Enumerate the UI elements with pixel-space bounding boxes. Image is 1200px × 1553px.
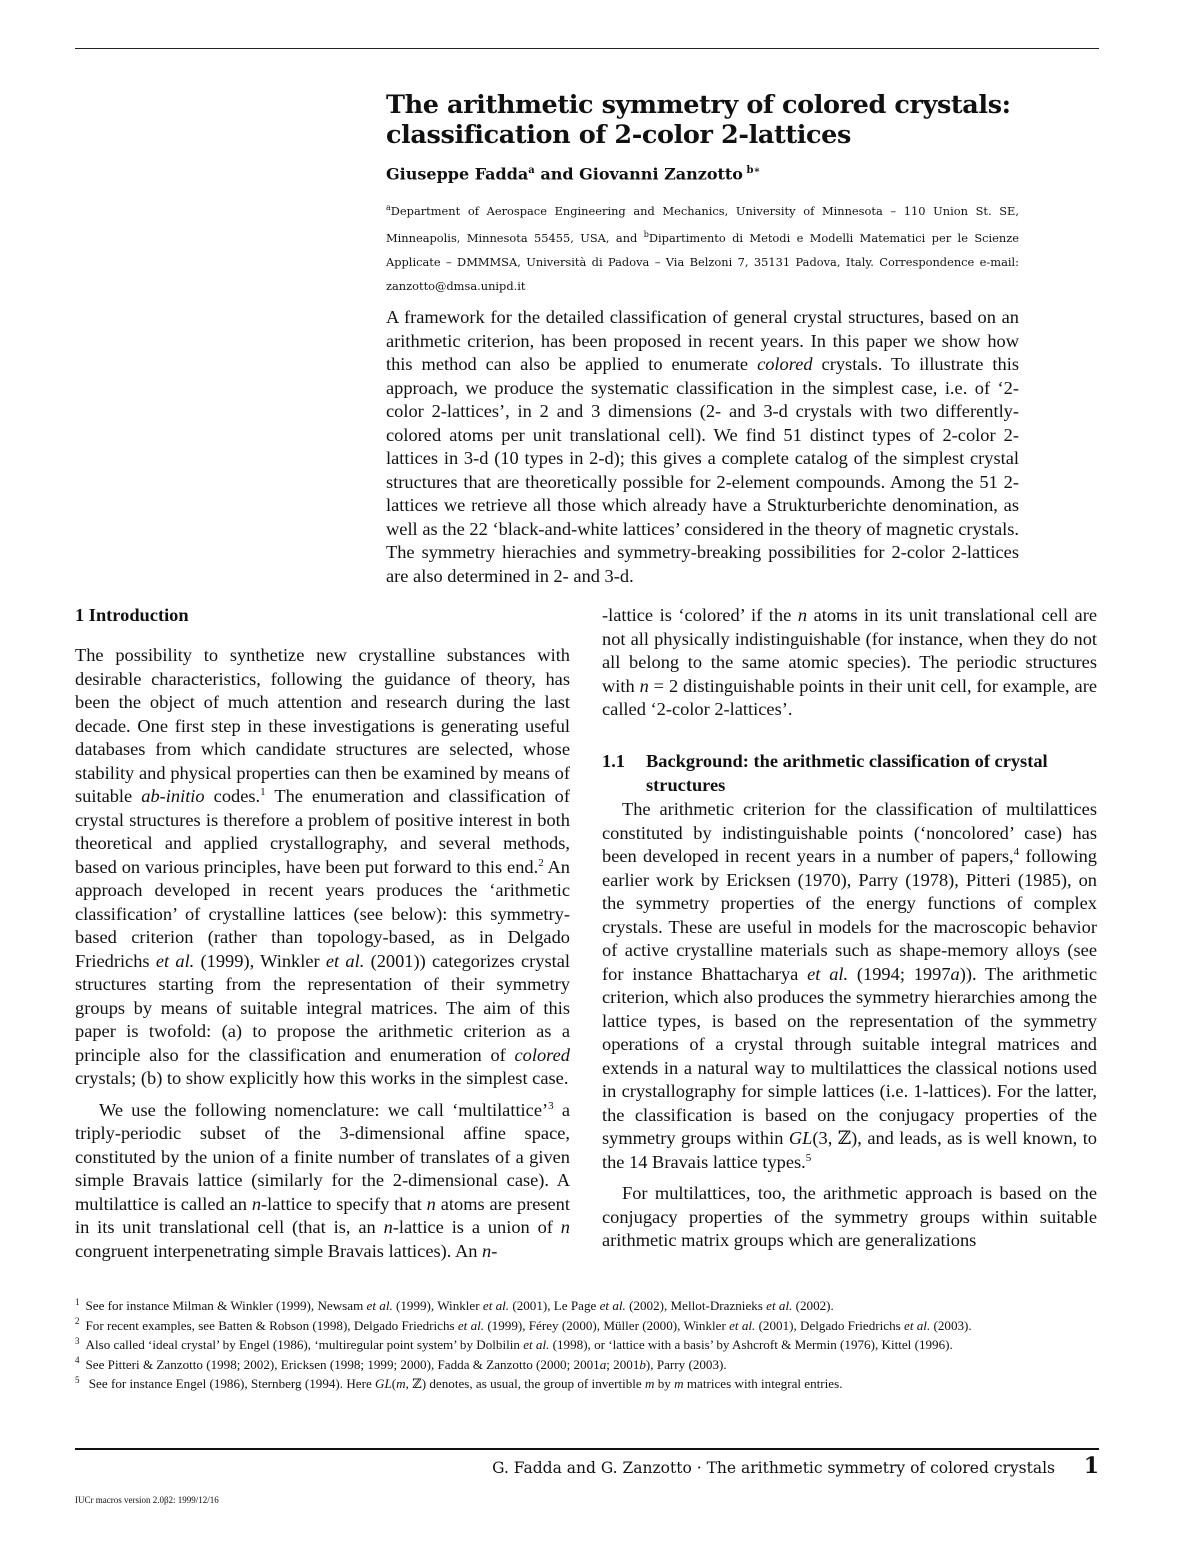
footnote-ref-5[interactable]: 5 bbox=[805, 1151, 812, 1164]
footnotes bbox=[75, 1296, 1099, 1394]
footnote-3: $^3$ Also called ‘ideal crystal’ by Engel (1986), ‘multiregular point system’ by Dolbilin et al. (1998), or ‘lattice with a basis’ by Ashcroft & Mermin (1976), Kittel (1996). bbox=[75, 1335, 953, 1352]
footnote-ref-4[interactable]: 4 bbox=[1013, 845, 1020, 858]
affil-b: Dipartimento di Metodi e Modelli Matematici per le Scienze Applicate – DMMMSA, Università di Padova – Via Belzoni 7, 35131 Padova, Italy. Correspondence e-mail: zanzotto@dmsa.unipd.it bbox=[386, 230, 1019, 293]
intro-paragraph-1: The possibility to synthetize new crystalline substances with desirable characteristics, following the guidance of theory, has been the object of much attention and research during the last decade. One first step in these investigations is generating useful databases from which candidate structures are selected, whose stability and physical properties can then be examined by means of suitable ab-initio codes.$^1$ The enumeration and classification of crystal structures is therefore a problem of positive interest in both theoretical and applied crystallography, and several methods, based on various principles, have been put forward to this end.$^2$ An approach developed in recent years produces the ‘arithmetic classification’ of crystalline lattices (see below): this symmetry-based criterion (rather than topology-based, as in Delgado Friedrichs et al. (1999), Winkler et al. (2001)) categorizes crystal structures starting from the representation of their symmetry groups by means of suitable integral matrices. The aim of this paper is twofold: (a) to propose the arithmetic criterion as a principle also for the classification and enumeration of colored crystals; (b) to show explicitly how this works in the simplest case. bbox=[75, 645, 570, 1088]
subsection-title-line-1: Background: the arithmetic classification of crystal bbox=[646, 751, 1048, 771]
author-1-mark: a bbox=[528, 165, 535, 176]
abstract-italic: colored bbox=[757, 354, 813, 374]
author-conjunction: and bbox=[534, 164, 580, 184]
affil-a: Department of Aerospace Engineering and Mechanics, University of Minnesota – 110 Union St. SE, Minneapolis, Minnesota 55455, USA, and bbox=[386, 203, 1019, 245]
footnote-ref-1[interactable]: 1 bbox=[260, 785, 266, 798]
running-head: G. Fadda and G. Zanzotto · The arithmetic symmetry of colored crystals bbox=[492, 1459, 1055, 1477]
footnote-5: $^5$ See for instance Engel (1986), Sternberg (1994). Here GL(m, ℤ) denotes, as usual, the group of invertible m by m matrices with integral entries. bbox=[75, 1374, 843, 1391]
right-column bbox=[602, 604, 1097, 722]
abstract bbox=[386, 306, 1019, 588]
footnote-1: $^1$ See for instance Milman & Winkler (1999), Newsam et al. (1999), Winkler et al. (2001), Le Page et al. (2002), Mellot-Draznieks et al. (2002). bbox=[75, 1296, 834, 1313]
background-paragraph-2: For multilattices, too, the arithmetic approach is based on the conjugacy properties of the symmetry groups within suitable arithmetic matrix groups which are generalizations bbox=[602, 1183, 1097, 1250]
author-2: Giovanni Zanzotto bbox=[579, 164, 743, 184]
affiliations bbox=[386, 196, 1019, 298]
footnote-2: $^2$ For recent examples, see Batten & Robson (1998), Delgado Friedrichs et al. (1999), Férey (2000), Müller (2000), Winkler et al. (2001), Delgado Friedrichs et al. (2003). bbox=[75, 1316, 972, 1333]
paper-title bbox=[386, 90, 1106, 150]
macros-version: IUCr macros version 2.0β2: 1999/12/16 bbox=[75, 1495, 219, 1505]
subsection-title-line-2: structures bbox=[646, 774, 726, 795]
background-paragraph-1: The arithmetic criterion for the classification of multilattices constituted by indistinguishable points (‘noncolored’ case) has been developed in recent years in a number of papers,$^4$ following earlier work by Ericksen (1970), Parry (1978), Pitteri (1985), on the symmetry properties of the energy functions of complex crystals. These are useful in models for the macroscopic behavior of active crystalline materials such as shape-memory alloys (see for instance Bhattacharya et al. (1994; 1997a)). The arithmetic criterion, which also produces the symmetry hierarchies among the lattice types, is based on the representation of the symmetry operations of a crystal through suitable integral matrices and extends in a natural way to multilattices the classical notions used in crystallography for simple lattices (i.e. 1-lattices). For the latter, the classification is based on the conjugacy properties of the symmetry groups within GL(3, ℤ), and leads, as is well known, to the 14 Bravais lattice types.$^5$ bbox=[602, 799, 1097, 1172]
abstract-text-2: crystals. To illustrate this approach, we produce the systematic classification in the simplest case, i.e. of ‘2-color 2-lattices’, in 2 and 3 dimensions (2- and 3-d crystals with two differently-colored atoms per unit translational cell). We find 51 distinct types of 2-color 2-lattices in 3-d (10 types in 2-d); this gives a complete catalog of the simplest crystal structures that are theoretically possible for 2-element compounds. Among the 51 2-lattices we retrieve all those which already have a Strukturberichte denomination, as well as the 22 ‘black-and-white lattices’ considered in the theory of magnetic crystals. The symmetry hierachies and symmetry-breaking possibilities for 2-color 2-lattices are also determined in 2- and 3-d. bbox=[386, 354, 1019, 586]
background-column bbox=[602, 798, 1097, 1253]
affil-mark-b: b bbox=[643, 229, 649, 239]
footnote-ref-2[interactable]: 2 bbox=[538, 856, 544, 869]
author-line bbox=[386, 160, 1086, 185]
top-rule bbox=[75, 48, 1099, 49]
affil-mark-a: a bbox=[386, 203, 391, 212]
author-2-mark: b bbox=[742, 165, 754, 176]
corresponding-star: ∗ bbox=[753, 165, 761, 176]
intro-paragraph-2: We use the following nomenclature: we call ‘multilattice’$^3$ a triply-periodic subset of the 3-dimensional affine space, constituted by the union of a finite number of translates of a given simple Bravais lattice (similarly for the 2-dimensional case). A multilattice is called an n-lattice to specify that n atoms are present in its unit translational cell (that is, an n-lattice is a union of n congruent interpenetrating simple Bravais lattices). An n- bbox=[75, 1099, 570, 1261]
title-line-1: The arithmetic symmetry of colored crystals: bbox=[386, 90, 1011, 120]
subsection-heading-background bbox=[602, 750, 1097, 797]
left-column bbox=[75, 644, 570, 1263]
footnote-ref-3[interactable]: 3 bbox=[548, 1099, 554, 1112]
page-number: 1 bbox=[1083, 1453, 1099, 1479]
author-1: Giuseppe Fadda bbox=[386, 164, 529, 184]
title-line-2: classification of 2-color 2-lattices bbox=[386, 120, 851, 150]
footnote-4: $^4$ See Pitteri & Zanzotto (1998; 2002), Ericksen (1998; 1999; 2000), Fadda & Zanzotto (2000; 2001a; 2001b), Parry (2003). bbox=[75, 1355, 727, 1372]
section-heading-introduction: 1 Introduction bbox=[75, 605, 189, 625]
intro-paragraph-2-continued: -lattice is ‘colored’ if the n atoms in its unit translational cell are not all physically indistinguishable (for instance, when they do not all belong to the same atomic species). The periodic structures with n = 2 distinguishable points in their unit cell, for example, are called ‘2-color 2-lattices’. bbox=[602, 605, 1097, 719]
subsection-number: 1.1 bbox=[602, 751, 625, 771]
abstract-text: A framework for the detailed classification of general crystal structures, based on an arithmetic criterion, has been proposed in recent years. In this paper we show how this method can also be applied to enumerate bbox=[386, 307, 1019, 374]
footer-rule bbox=[75, 1448, 1099, 1450]
